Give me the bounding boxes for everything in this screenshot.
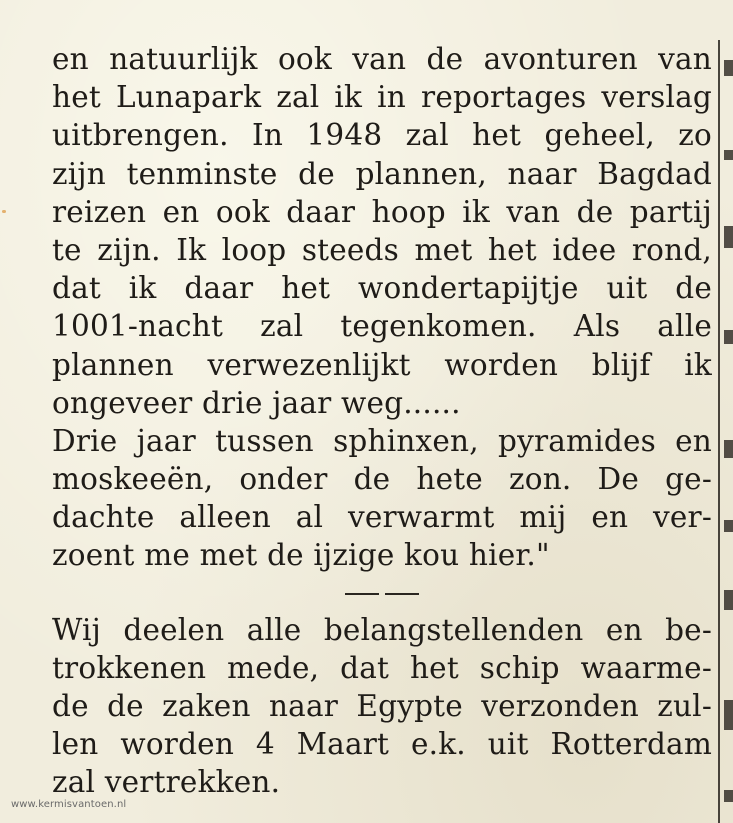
paragraph-3: [52, 611, 712, 802]
text-line: Drie jaar tussen sphinxen, pyramides en: [52, 423, 712, 458]
edge-fragment: [724, 790, 733, 802]
text-line: en natuurlijk ook van de avonturen van: [52, 42, 712, 76]
separator-dash-left: [345, 593, 379, 595]
text-line: het Lunapark zal ik in reportages verslag: [52, 80, 712, 115]
text-line: zoent me met de ijzige kou hier.": [52, 538, 550, 573]
text-line: zal vertrekken.: [52, 765, 281, 800]
edge-fragment: [724, 226, 733, 248]
edge-fragment: [724, 440, 733, 458]
text-line: trokkenen mede, dat het schip waarme-: [52, 650, 712, 685]
paragraph-1: [52, 40, 712, 422]
edge-fragment: [724, 60, 733, 76]
edge-fragment: [724, 520, 733, 532]
edge-fragment: [724, 700, 733, 730]
edge-fragment: [724, 330, 733, 344]
text-line: zijn tenminste de plannen, naar Bagdad: [52, 156, 712, 191]
watermark: www.kermisvantoen.nl: [11, 799, 127, 810]
separator-dash-right: [385, 593, 419, 595]
text-line: dat ik daar het wondertapijtje uit de: [52, 271, 712, 306]
section-separator: [52, 575, 712, 611]
text-line: te zijn. Ik loop steeds met het idee rond,: [52, 232, 712, 267]
column-rule: [718, 40, 720, 823]
text-line: moskeeën, onder de hete zon. De ge-: [52, 462, 712, 497]
edge-fragment: [724, 590, 733, 610]
text-line: len worden 4 Maart e.k. uit Rotterdam: [52, 727, 712, 762]
article-column: [52, 40, 712, 802]
text-line: de de zaken naar Egypte verzonden zul-: [52, 689, 712, 723]
text-line: dachte alleen al verwarmt mij en ver-: [52, 500, 712, 535]
text-line: ongeveer drie jaar weg......: [52, 385, 461, 420]
paper-speck: [2, 210, 6, 213]
edge-fragment: [724, 150, 733, 160]
text-line: 1001-nacht zal tegenkomen. Als alle: [52, 309, 712, 344]
text-line: reizen en ook daar hoop ik van de partij: [52, 194, 712, 229]
text-line: plannen verwezenlijkt worden blijf ik: [52, 347, 712, 382]
text-line: uitbrengen. In 1948 zal het geheel, zo: [52, 118, 712, 153]
text-line: Wij deelen alle belangstellenden en be-: [52, 612, 712, 647]
paragraph-2: [52, 422, 712, 575]
